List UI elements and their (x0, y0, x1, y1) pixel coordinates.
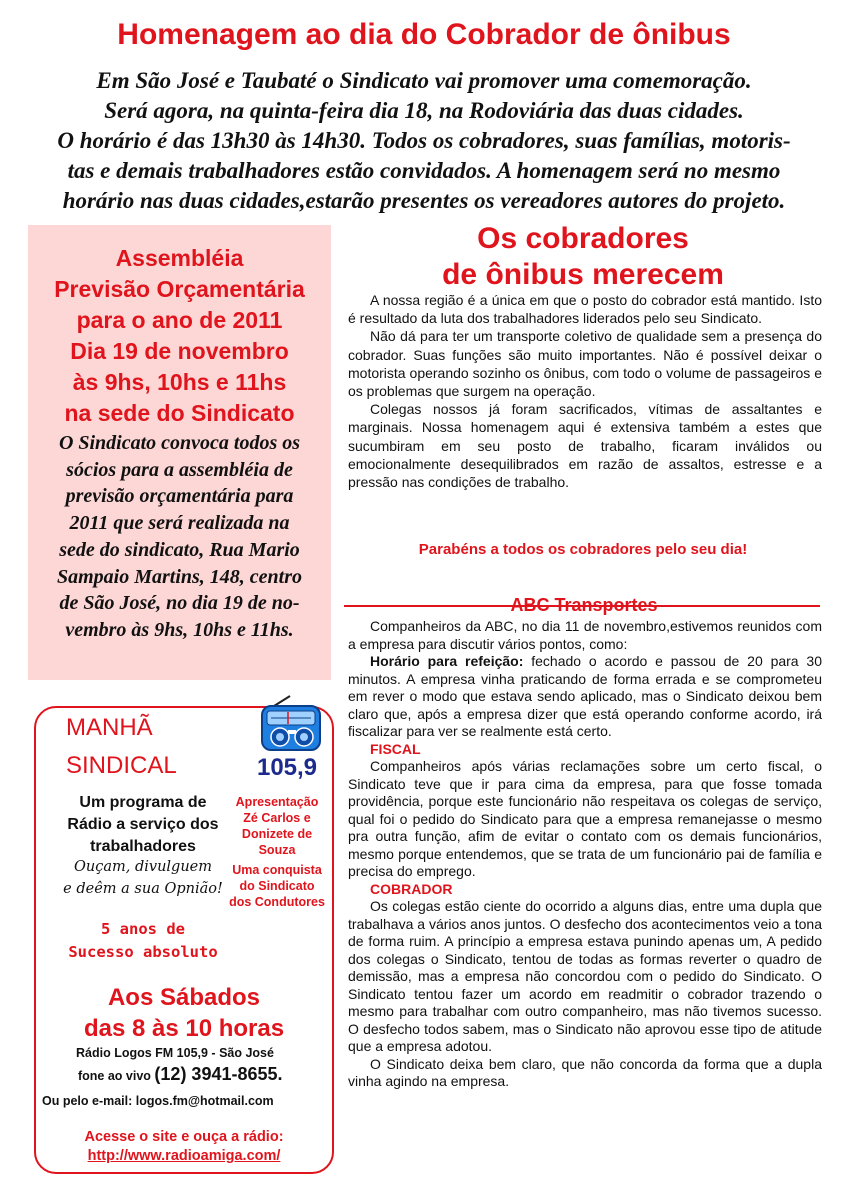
abc-heading: ABC Transportes (510, 595, 658, 615)
tagline-line: e deêm a sua Opnião! (63, 881, 223, 897)
program-name-manha: MANHÃ (66, 714, 153, 741)
schedule-line: Aos Sábados (107, 984, 261, 1011)
assembly-body-line: sede do sindicato, Rua Mario (59, 538, 300, 561)
abc-paragraph: Companheiros após várias reclamações sobre um certo fiscal, o Sindicato teve que ir para cima da empresa, para que fosse tomada providência, porque este funcionário não respeitava os colegas de serviço, qual foi o pedido do Sindicato para que a empresa remanejasse o mesmo pra outra função, afim de evitar o contato com os demais funcionários, mesmo porque entendemos, que se trata de um funcionário pai de família e precisa do emprego. (348, 758, 822, 879)
access-text: Acesse o site e ouça a rádio: (84, 1129, 284, 1145)
assembly-notice-box (28, 225, 331, 680)
program-description (38, 792, 248, 858)
program-name-sindical: SINDICAL (66, 752, 177, 779)
main-headline: Homenagem ao dia do Cobrador de ônibus (117, 18, 731, 51)
program-description-line: Rádio a serviço dos (67, 816, 219, 833)
abc-paragraph: O Sindicato deixa bem claro, que não concorda da forma que a dupla vinha agindo na empresa. (348, 1055, 822, 1089)
assembly-title (28, 243, 331, 429)
abc-article (348, 618, 822, 1091)
radio-frequency: 105,9 (256, 754, 318, 781)
conquest-line: Uma conquista (232, 863, 322, 877)
cobradores-article (348, 291, 822, 491)
assembly-body-line: de São José, no dia 19 de no- (59, 592, 300, 615)
conquest-line: dos Condutores (229, 895, 325, 909)
article-paragraph: Colegas nossos já foram sacrificados, vítimas de assaltantes e marginais. Nossa homenagem aqui é extensiva também a estes que sucumbiram em seu posto de trabalho, ficaram inválidos ou emocionalmente desequilibrados em razão de assaltos, estresse e a pressão nas condições de trabalho. (348, 401, 822, 491)
presenters (224, 794, 330, 858)
assembly-title-line: Dia 19 de novembro (70, 338, 289, 364)
meal-time-label: Horário para refeição: (370, 653, 524, 669)
assembly-title-line: Assembléia (115, 245, 244, 271)
assembly-title-line: às 9hs, 10hs e 11hs (72, 369, 287, 395)
article-paragraph: A nossa região é a única em que o posto do cobrador está mantido. Isto é resultado da luta dos trabalhadores liderados pelo seu Sindicato. (348, 292, 822, 327)
presenters-line: Apresentação (235, 795, 319, 809)
intro-paragraph (20, 66, 828, 216)
schedule-line: das 8 às 10 horas (83, 1015, 285, 1042)
abc-paragraph: Os colegas estão ciente do ocorrido a alguns dias, entre uma dupla que trabalhava a vários anos juntos. O desfecho dos acontecimentos veio a tona de forma ruim. A princípio a empresa estava punindo apenas um, A pedido dos colegas o Sindicato, tentou de todas as formas reverter o quadro de demissão, mas a empresa não concordou com o pedido do Sindicato. O Sindicato tentou fazer um acordo em readmitir o cobrador trazendo o mesmo para trabalhar com outro companheiro, mas não tivemos sucesso. O desfecho todos sabem, mas o Sindicato não aprovou esse tipo de atitude que a empresa adotou. (348, 898, 822, 1054)
meal-time-text: fechado o acordo e passou de 20 para 30 minutos. A empresa vinha praticando de forma errada e se comprometeu em rever o modo que estava sendo aplicado, mas o Sindicato deixou bem claro que, após a empresa dizer que está operando conforme acordo, irá fiscalizar para ver se realmente está certo. (348, 653, 822, 739)
website-access (36, 1128, 332, 1166)
phone-line (78, 1064, 328, 1085)
success-line: Sucesso absoluto (68, 943, 218, 961)
schedule-heading (36, 982, 332, 1044)
assembly-body-line: O Sindicato convoca todos os (58, 432, 301, 454)
cobrador-heading: COBRADOR (370, 880, 453, 897)
assembly-title-line: Previsão Orçamentária (54, 276, 305, 302)
article-paragraph: Não dá para ter um transporte coletivo de qualidade sem a presença do cobrador. Suas funções são muito importantes. Não é possível deixar o motorista operando sozinho os ônibus, com todo o volume de passageiros e os problemas que surgem na operação. (348, 328, 822, 400)
contact-email: Ou pelo e-mail: logos.fm@hotmail.com (42, 1094, 274, 1108)
assembly-title-line: para o ano de 2011 (76, 307, 283, 333)
abc-paragraph (348, 653, 822, 741)
website-link[interactable]: http://www.radioamiga.com/ (87, 1148, 281, 1164)
assembly-body (34, 430, 325, 644)
intro-line: horário nas duas cidades,estarão presentes os vereadores autores do projeto. (62, 188, 786, 213)
program-tagline (40, 856, 246, 900)
abc-paragraph: Companheiros da ABC, no dia 11 de novembro,estivemos reunidos com a empresa para discutir vários pontos, como: (348, 618, 822, 652)
intro-line: tas e demais trabalhadores estão convidados. A homenagem será no mesmo (67, 158, 781, 183)
station-name: Rádio Logos FM 105,9 - São José (76, 1046, 274, 1060)
fiscal-heading: FISCAL (370, 740, 421, 757)
tagline-line: Ouçam, divulguem (74, 859, 212, 875)
assembly-title-line: na sede do Sindicato (64, 400, 295, 426)
assembly-body-line: Sampaio Martins, 148, centro (56, 565, 303, 588)
assembly-body-line: previsão orçamentária para (65, 485, 294, 508)
intro-line: Em São José e Taubaté o Sindicato vai promover uma comemoração. (96, 68, 752, 93)
success-line: 5 anos de (101, 920, 185, 938)
program-description-line: Um programa de (79, 794, 207, 811)
intro-line: Será agora, na quinta-feira dia 18, na Rodoviária das duas cidades. (104, 98, 744, 123)
assembly-body-line: sócios para a assembléia de (66, 458, 293, 481)
conquest-line: do Sindicato (239, 879, 315, 893)
presenters-line: Donizete de Souza (241, 827, 313, 857)
presenters-line: Zé Carlos e (243, 811, 311, 825)
program-description-line: trabalhadores (90, 838, 196, 855)
assembly-body-line: 2011 que será realizada na (69, 512, 290, 535)
radio-icon (258, 694, 324, 758)
radio-program-box (34, 706, 334, 1174)
intro-line: O horário é das 13h30 às 14h30. Todos os cobradores, suas famílias, motoris- (57, 128, 791, 153)
congrats-message: Parabéns a todos os cobradores pelo seu dia! (418, 541, 748, 558)
cobradores-title-line: Os cobradores (477, 222, 689, 255)
assembly-body-line: vembro às 9hs, 10hs e 11hs. (65, 618, 294, 641)
phone-prefix: fone ao vivo (78, 1069, 151, 1083)
cobradores-title (346, 221, 820, 293)
phone-number[interactable]: (12) 3941-8655. (154, 1064, 283, 1084)
cobradores-title-line: de ônibus merecem (442, 258, 724, 291)
success-note (48, 918, 238, 964)
conquest-note (224, 862, 330, 910)
